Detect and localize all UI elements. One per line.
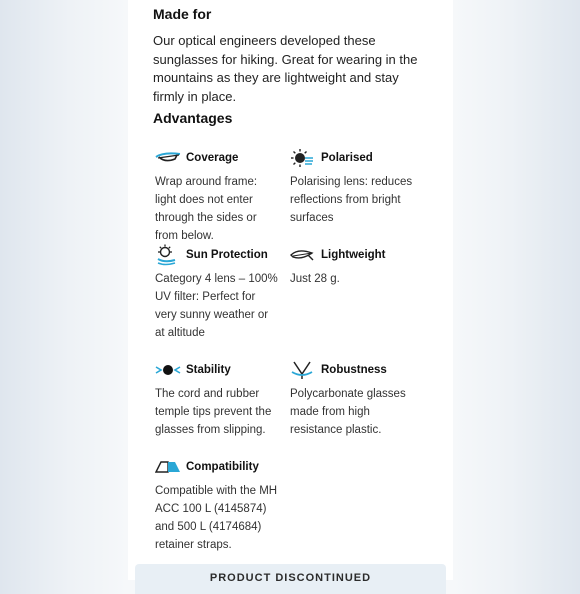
product-discontinued-banner xyxy=(135,564,446,594)
feature-title: Stability xyxy=(186,364,231,376)
feature-description: Category 4 lens – 100% UV filter: Perfect for very sunny weather or at altitude xyxy=(155,273,278,339)
feature-description: The cord and rubber temple tips prevent the glasses from slipping. xyxy=(155,388,272,436)
feature-robustness xyxy=(290,359,415,439)
feature-title: Coverage xyxy=(186,152,239,164)
sun-protection-icon xyxy=(155,245,181,265)
feature-compatibility xyxy=(155,456,280,554)
feature-description: Wrap around frame: light does not enter through the sides or from below. xyxy=(155,176,258,242)
feature-lightweight xyxy=(290,244,415,288)
feature-title: Lightweight xyxy=(321,249,386,261)
compatibility-icon xyxy=(155,457,181,477)
polarised-sun-icon xyxy=(290,148,316,168)
feature-title: Compatibility xyxy=(186,461,259,473)
feature-stability xyxy=(155,359,280,439)
feature-title: Sun Protection xyxy=(186,249,268,261)
feature-polarised xyxy=(290,147,415,227)
feature-description: Polycarbonate glasses made from high resistance plastic. xyxy=(290,388,406,436)
banner-text: PRODUCT DISCONTINUED xyxy=(209,572,372,584)
made-for-description: Our optical engineers developed these sunglasses for hiking. Great for wearing in the mountains as they are lightweight and stay firmly in place. xyxy=(153,33,418,104)
robustness-icon xyxy=(290,360,316,380)
advantages-heading: Advantages xyxy=(153,110,233,126)
feature-title: Polarised xyxy=(321,152,373,164)
feature-description: Compatible with the MH ACC 100 L (4145874) and 500 L (4174684) retainer straps. xyxy=(155,485,278,551)
feature-title: Robustness xyxy=(321,364,387,376)
feature-coverage xyxy=(155,147,280,245)
stability-icon xyxy=(155,360,181,380)
feature-sun-protection xyxy=(155,244,280,342)
made-for-heading: Made for xyxy=(153,6,212,22)
wraparound-glasses-icon xyxy=(155,148,181,168)
feature-description: Polarising lens: reduces reflections from bright surfaces xyxy=(290,176,413,224)
feature-description: Just 28 g. xyxy=(290,273,340,285)
feather-icon xyxy=(290,245,316,265)
product-info-card xyxy=(128,0,453,580)
